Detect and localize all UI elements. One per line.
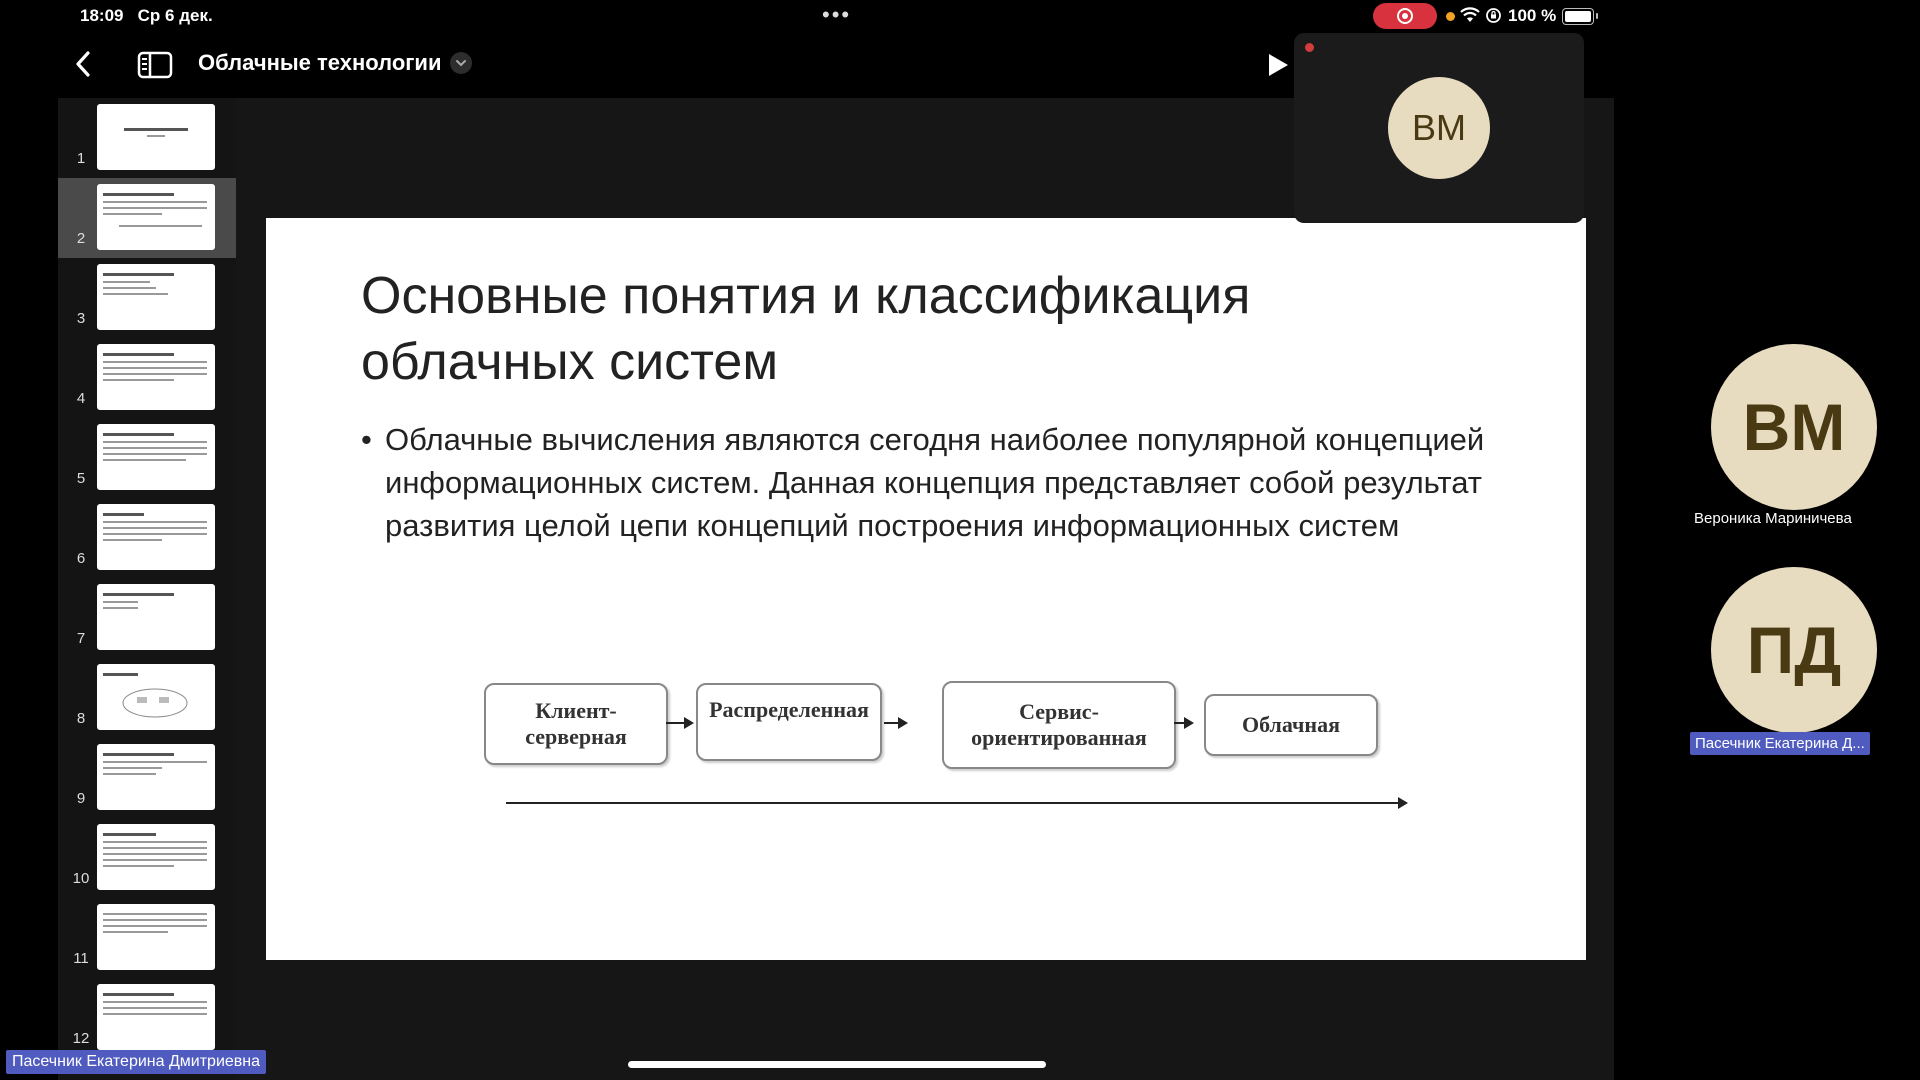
thumbnail-number: 8 (76, 710, 86, 727)
participant-avatar[interactable]: ВМ (1711, 344, 1877, 510)
thumbnail-slide-8[interactable] (58, 658, 236, 738)
timeline-arrow (506, 802, 1406, 804)
thumbnail-number: 4 (76, 390, 86, 407)
chevron-down-icon (450, 52, 472, 74)
thumbnail-number: 2 (76, 230, 86, 247)
thumbnail-image (97, 264, 215, 330)
back-icon[interactable] (74, 50, 92, 78)
battery-percentage: 100 % (1508, 6, 1557, 25)
diagram-stage-service-oriented: Сервис-ориентированная (942, 681, 1176, 769)
recording-dot (1305, 43, 1314, 52)
microphone-indicator (1446, 12, 1455, 21)
thumbnail-slide-11[interactable] (58, 898, 236, 978)
diagram-arrow (884, 722, 906, 724)
thumbnail-slide-2[interactable] (58, 178, 236, 258)
battery-icon (1562, 8, 1594, 25)
slide-title: Основные понятия и классификация облачных систем (361, 267, 1251, 391)
slide-thumbnail-sidebar[interactable] (58, 98, 236, 1080)
thumbnail-image (97, 824, 215, 890)
record-icon (1397, 8, 1413, 24)
thumbnail-image (97, 104, 215, 170)
floating-video-tile[interactable] (1294, 33, 1584, 223)
diagram-arrow (666, 722, 692, 724)
diagram-arrow (1174, 722, 1192, 724)
thumbnail-slide-4[interactable] (58, 338, 236, 418)
diagram-stage-cloud: Облачная (1204, 694, 1378, 756)
orientation-lock-icon (1485, 7, 1502, 24)
thumbnail-number: 7 (76, 630, 86, 647)
diagram-stage-client-server: Клиент-серверная (484, 683, 668, 765)
thumbnail-number: 11 (73, 950, 89, 967)
thumbnail-image (97, 744, 215, 810)
diagram-stage-distributed: Распределенная (696, 683, 882, 761)
status-date: Ср 6 дек. (137, 6, 213, 25)
participant-avatar[interactable]: ПД (1711, 567, 1877, 733)
thumbnail-number: 9 (76, 790, 86, 807)
document-title[interactable]: Облачные технологии (198, 50, 442, 75)
thumbnail-number: 5 (76, 470, 86, 487)
thumbnail-image (97, 344, 215, 410)
thumbnail-slide-6[interactable] (58, 498, 236, 578)
title-menu-button[interactable] (450, 52, 472, 74)
bullet-marker: • (361, 422, 372, 457)
sidebar-toggle-icon[interactable] (137, 51, 173, 79)
thumbnail-slide-12[interactable] (58, 978, 236, 1058)
thumbnail-image (97, 424, 215, 490)
thumbnail-slide-9[interactable] (58, 738, 236, 818)
thumbnail-slide-3[interactable] (58, 258, 236, 338)
multitasking-dots[interactable]: ••• (822, 2, 852, 27)
screen-recording-indicator[interactable] (1373, 3, 1437, 29)
thumbnail-number: 6 (76, 550, 86, 567)
current-slide[interactable] (266, 218, 1586, 960)
thumbnail-image (97, 984, 215, 1050)
thumbnail-image (97, 184, 215, 250)
thumbnail-number: 1 (76, 150, 86, 167)
home-indicator[interactable] (628, 1061, 1046, 1068)
thumbnail-image (97, 584, 215, 650)
slide-body-text: Облачные вычисления являются сегодня наиболее популярной концепцией информационных систем. Данная концепция представляет собой результат развития целой цепи концепций построения информационных систем (385, 422, 1485, 543)
participant-name: Пасечник Екатерина Д... (1690, 732, 1870, 755)
thumbnail-slide-10[interactable] (58, 818, 236, 898)
thumbnail-number: 10 (72, 870, 90, 887)
thumbnail-slide-1[interactable] (58, 98, 236, 178)
status-time: 18:09 Ср 6 дек. (80, 6, 213, 25)
play-icon[interactable] (1266, 52, 1290, 78)
thumbnail-slide-5[interactable] (58, 418, 236, 498)
thumbnail-slide-7[interactable] (58, 578, 236, 658)
self-name-label: Пасечник Екатерина Дмитриевна (6, 1050, 266, 1074)
wifi-icon (1460, 6, 1480, 24)
slide-body (361, 418, 1505, 547)
thumbnail-image (97, 904, 215, 970)
thumbnail-number: 12 (72, 1030, 90, 1047)
thumbnail-number: 3 (76, 310, 86, 327)
thumbnail-image (97, 504, 215, 570)
participant-name: Вероника Мариничева (1694, 510, 1852, 527)
thumbnail-image (97, 664, 215, 730)
avatar: ВМ (1388, 77, 1490, 179)
